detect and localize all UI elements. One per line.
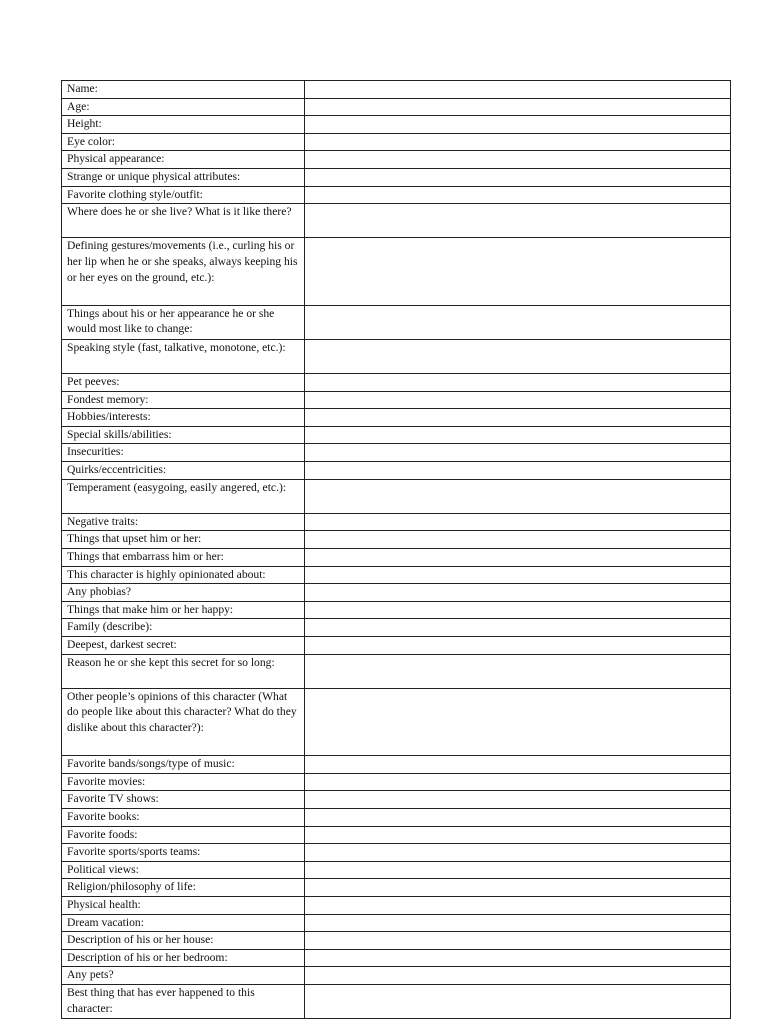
question-label: Special skills/abilities: (62, 426, 305, 444)
question-label: Favorite clothing style/outfit: (62, 186, 305, 204)
answer-cell[interactable] (305, 444, 731, 462)
answer-cell[interactable] (305, 791, 731, 809)
table-row (62, 133, 731, 151)
answer-cell[interactable] (305, 168, 731, 186)
table-row (62, 81, 731, 99)
table-row (62, 949, 731, 967)
table-row (62, 151, 731, 169)
question-label: Hobbies/interests: (62, 409, 305, 427)
answer-cell[interactable] (305, 896, 731, 914)
question-label: Name: (62, 81, 305, 99)
table-row (62, 637, 731, 655)
answer-cell[interactable] (305, 688, 731, 755)
question-label: Quirks/eccentricities: (62, 462, 305, 480)
table-row (62, 462, 731, 480)
answer-cell[interactable] (305, 619, 731, 637)
table-row (62, 374, 731, 392)
question-label: Any pets? (62, 967, 305, 985)
answer-cell[interactable] (305, 462, 731, 480)
question-label: Physical health: (62, 896, 305, 914)
answer-cell[interactable] (305, 637, 731, 655)
question-label: Speaking style (fast, talkative, monotone, etc.): (62, 339, 305, 373)
answer-cell[interactable] (305, 133, 731, 151)
question-label: Things that embarrass him or her: (62, 549, 305, 567)
question-label: Negative traits: (62, 513, 305, 531)
table-row (62, 98, 731, 116)
answer-cell[interactable] (305, 549, 731, 567)
table-row (62, 391, 731, 409)
table-row (62, 654, 731, 688)
answer-cell[interactable] (305, 204, 731, 238)
question-label: Age: (62, 98, 305, 116)
question-label: Insecurities: (62, 444, 305, 462)
question-label: Height: (62, 116, 305, 134)
table-row (62, 204, 731, 238)
answer-cell[interactable] (305, 808, 731, 826)
table-row (62, 773, 731, 791)
answer-cell[interactable] (305, 844, 731, 862)
answer-cell[interactable] (305, 305, 731, 339)
question-label: Pet peeves: (62, 374, 305, 392)
question-label: Favorite books: (62, 808, 305, 826)
table-row (62, 601, 731, 619)
table-row (62, 879, 731, 897)
question-label: Eye color: (62, 133, 305, 151)
question-label: Strange or unique physical attributes: (62, 168, 305, 186)
question-label: Fondest memory: (62, 391, 305, 409)
answer-cell[interactable] (305, 932, 731, 950)
questionnaire-body (62, 81, 731, 1019)
question-label: Reason he or she kept this secret for so long: (62, 654, 305, 688)
question-label: Things that upset him or her: (62, 531, 305, 549)
answer-cell[interactable] (305, 426, 731, 444)
question-label: Religion/philosophy of life: (62, 879, 305, 897)
table-row (62, 513, 731, 531)
character-questionnaire-table (61, 80, 731, 1019)
answer-cell[interactable] (305, 601, 731, 619)
question-label: Favorite bands/songs/type of music: (62, 756, 305, 774)
question-label: Physical appearance: (62, 151, 305, 169)
question-label: Any phobias? (62, 584, 305, 602)
question-label: Political views: (62, 861, 305, 879)
table-row (62, 305, 731, 339)
table-row (62, 584, 731, 602)
table-row (62, 116, 731, 134)
question-label: Defining gestures/movements (i.e., curling his or her lip when he or she speaks, always keeping his or her eyes on the ground, etc.): (62, 238, 305, 305)
answer-cell[interactable] (305, 238, 731, 305)
table-row (62, 808, 731, 826)
answer-cell[interactable] (305, 513, 731, 531)
answer-cell[interactable] (305, 879, 731, 897)
table-row (62, 914, 731, 932)
question-label: Temperament (easygoing, easily angered, etc.): (62, 479, 305, 513)
table-row (62, 479, 731, 513)
answer-cell[interactable] (305, 479, 731, 513)
table-row (62, 409, 731, 427)
question-label: Where does he or she live? What is it like there? (62, 204, 305, 238)
table-row (62, 619, 731, 637)
question-label: Favorite sports/sports teams: (62, 844, 305, 862)
table-row (62, 238, 731, 305)
answer-cell[interactable] (305, 967, 731, 985)
answer-cell[interactable] (305, 409, 731, 427)
question-label: Deepest, darkest secret: (62, 637, 305, 655)
table-row (62, 549, 731, 567)
answer-cell[interactable] (305, 531, 731, 549)
answer-cell[interactable] (305, 151, 731, 169)
table-row (62, 186, 731, 204)
question-label: Things that make him or her happy: (62, 601, 305, 619)
question-label: Best thing that has ever happened to this character: (62, 984, 305, 1018)
table-row (62, 861, 731, 879)
question-label: Dream vacation: (62, 914, 305, 932)
answer-cell[interactable] (305, 98, 731, 116)
answer-cell[interactable] (305, 984, 731, 1018)
answer-cell[interactable] (305, 566, 731, 584)
answer-cell[interactable] (305, 116, 731, 134)
table-row (62, 791, 731, 809)
table-row (62, 756, 731, 774)
table-row (62, 531, 731, 549)
answer-cell[interactable] (305, 949, 731, 967)
answer-cell[interactable] (305, 186, 731, 204)
answer-cell[interactable] (305, 756, 731, 774)
table-row (62, 688, 731, 755)
question-label: Other people’s opinions of this character (What do people like about this character? What do they dislike about this character?): (62, 688, 305, 755)
table-row (62, 339, 731, 373)
table-row (62, 426, 731, 444)
table-row (62, 967, 731, 985)
answer-cell[interactable] (305, 914, 731, 932)
question-label: Description of his or her house: (62, 932, 305, 950)
table-row (62, 932, 731, 950)
question-label: Family (describe): (62, 619, 305, 637)
answer-cell[interactable] (305, 81, 731, 99)
table-row (62, 896, 731, 914)
answer-cell[interactable] (305, 374, 731, 392)
table-row (62, 168, 731, 186)
question-label: Description of his or her bedroom: (62, 949, 305, 967)
table-row (62, 566, 731, 584)
table-row (62, 444, 731, 462)
question-label: Favorite TV shows: (62, 791, 305, 809)
answer-cell[interactable] (305, 391, 731, 409)
question-label: Things about his or her appearance he or she would most like to change: (62, 305, 305, 339)
table-row (62, 826, 731, 844)
question-label: Favorite foods: (62, 826, 305, 844)
question-label: This character is highly opinionated about: (62, 566, 305, 584)
answer-cell[interactable] (305, 654, 731, 688)
answer-cell[interactable] (305, 773, 731, 791)
question-label: Favorite movies: (62, 773, 305, 791)
answer-cell[interactable] (305, 339, 731, 373)
answer-cell[interactable] (305, 861, 731, 879)
table-row (62, 844, 731, 862)
answer-cell[interactable] (305, 826, 731, 844)
answer-cell[interactable] (305, 584, 731, 602)
table-row (62, 984, 731, 1018)
